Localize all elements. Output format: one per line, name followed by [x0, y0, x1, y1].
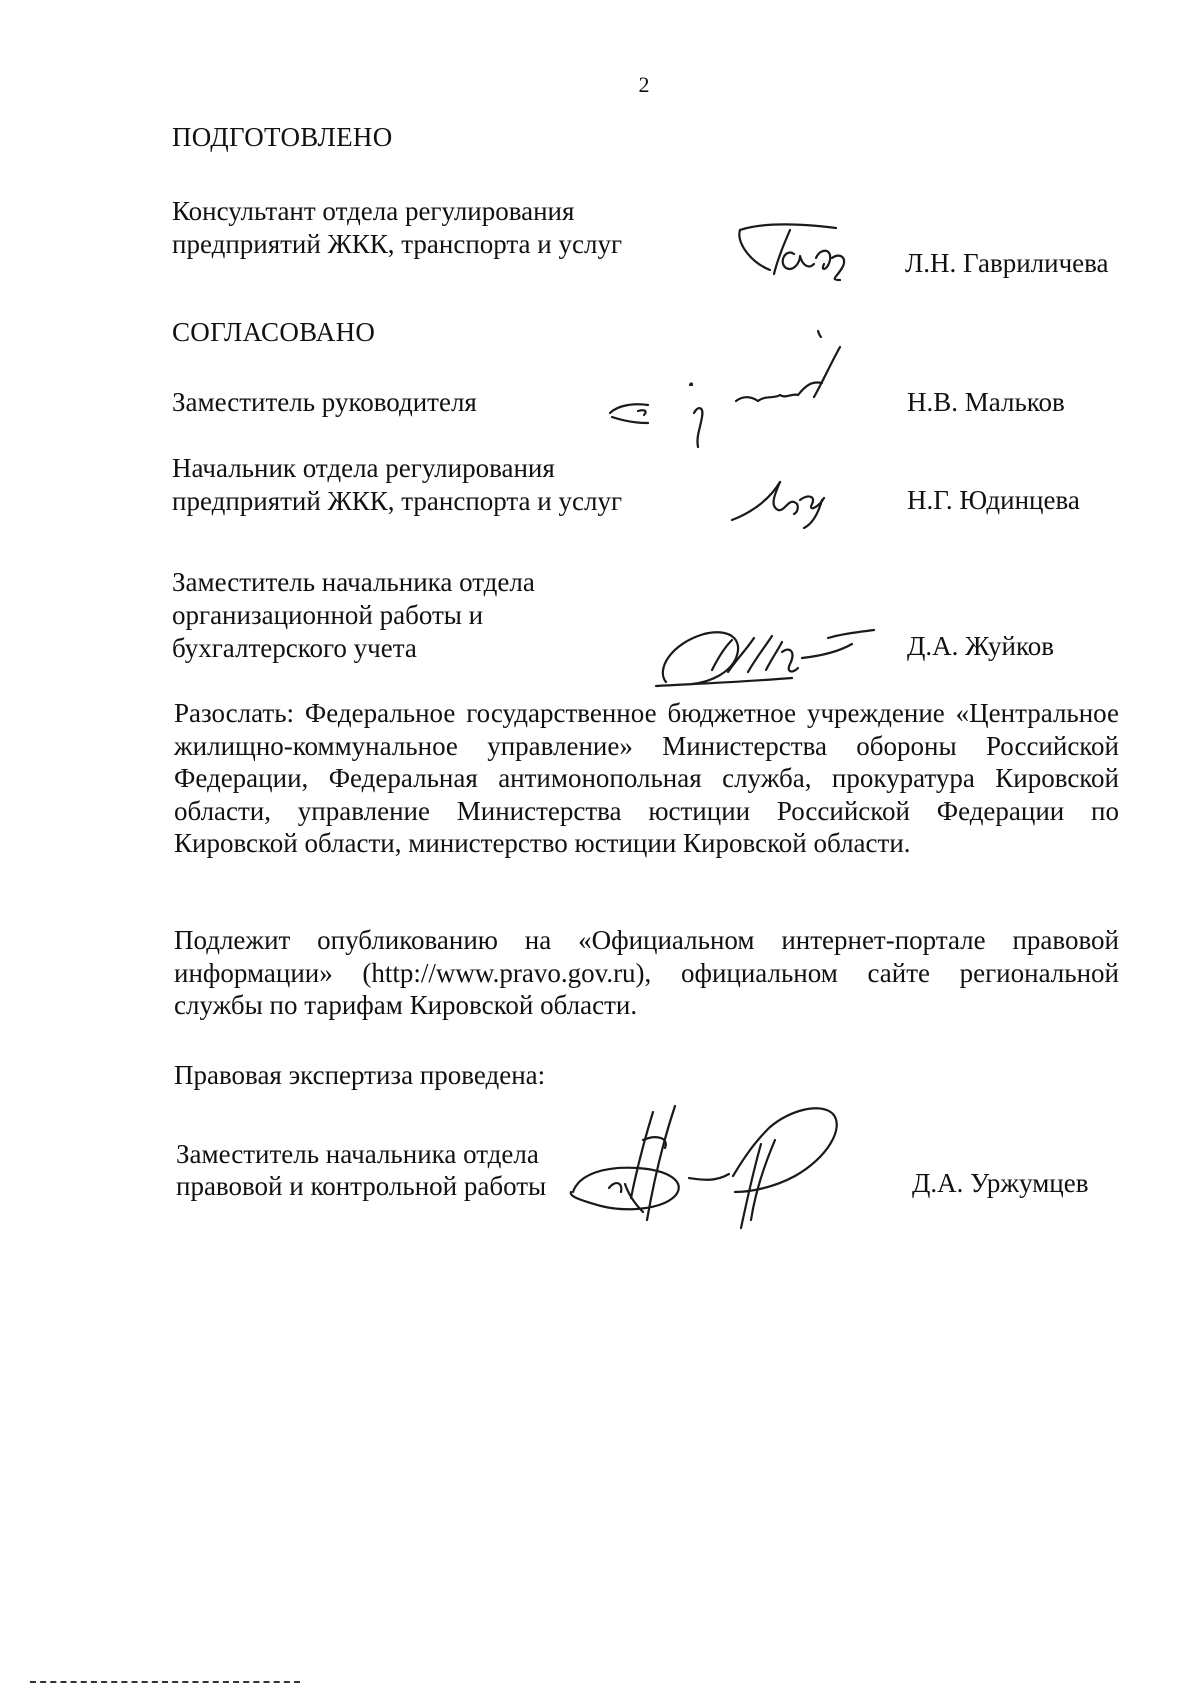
- distribution-paragraph: Разослать: Федеральное государственное бюджетное учреждение «Центральное жилищно-коммунальное управление» Министерства обороны Российской Федерации, Федеральная антимонопольная служба, прокуратура Кировской области, управление Министерства юстиции Российской Федерации по Кировской области, министерство юстиции Кировской области.: [174, 698, 1119, 858]
- signature-urzhumtsev: [565, 1100, 855, 1230]
- agreed-signatory-1-position-line-1: Заместитель руководителя: [172, 387, 477, 417]
- legal-review-position-line-2: правовой и контрольной работы: [176, 1171, 547, 1201]
- prepared-position-line-1: Консультант отдела регулирования: [172, 196, 575, 226]
- legal-review-position-line-1: Заместитель начальника отдела: [176, 1139, 539, 1169]
- agreed-signatory-1-name: Н.В. Мальков: [907, 387, 1065, 417]
- publication-paragraph: Подлежит опубликованию на «Официальном интернет-портале правовой информации» (http://www.pravo.gov.ru), официальном сайте региональной службы по тарифам Кировской области.: [174, 925, 1119, 1020]
- agreed-signatory-3-name: Д.А. Жуйков: [907, 631, 1054, 661]
- agreed-signatory-3-position-line-2: организационной работы и: [172, 600, 484, 630]
- prepared-position-line-2: предприятий ЖКК, транспорта и услуг: [172, 229, 623, 259]
- agreed-signatory-2-name: Н.Г. Юдинцева: [907, 485, 1080, 515]
- signature-yudintseva: [728, 470, 838, 530]
- page-number: 2: [638, 72, 650, 97]
- signature-zhuykov: [652, 612, 882, 692]
- agreed-signatory-3-position-line-1: Заместитель начальника отдела: [172, 567, 535, 597]
- legal-review-signatory-name: Д.А. Уржумцев: [912, 1168, 1089, 1198]
- prepared-signatory-name: Л.Н. Гавриличева: [905, 248, 1109, 278]
- agreed-signatory-3-position-line-3: бухгалтерского учета: [172, 633, 417, 663]
- prepared-heading: ПОДГОТОВЛЕНО: [172, 122, 393, 152]
- agreed-signatory-2-position-line-2: предприятий ЖКК, транспорта и услуг: [172, 486, 623, 516]
- agreed-heading: СОГЛАСОВАНО: [172, 317, 376, 347]
- footer-divider: [30, 1681, 300, 1683]
- signature-malkov: [608, 325, 858, 455]
- signature-gavrilicheva: [728, 218, 858, 288]
- agreed-signatory-2-position-line-1: Начальник отдела регулирования: [172, 453, 555, 483]
- legal-review-heading: Правовая экспертиза проведена:: [174, 1060, 546, 1090]
